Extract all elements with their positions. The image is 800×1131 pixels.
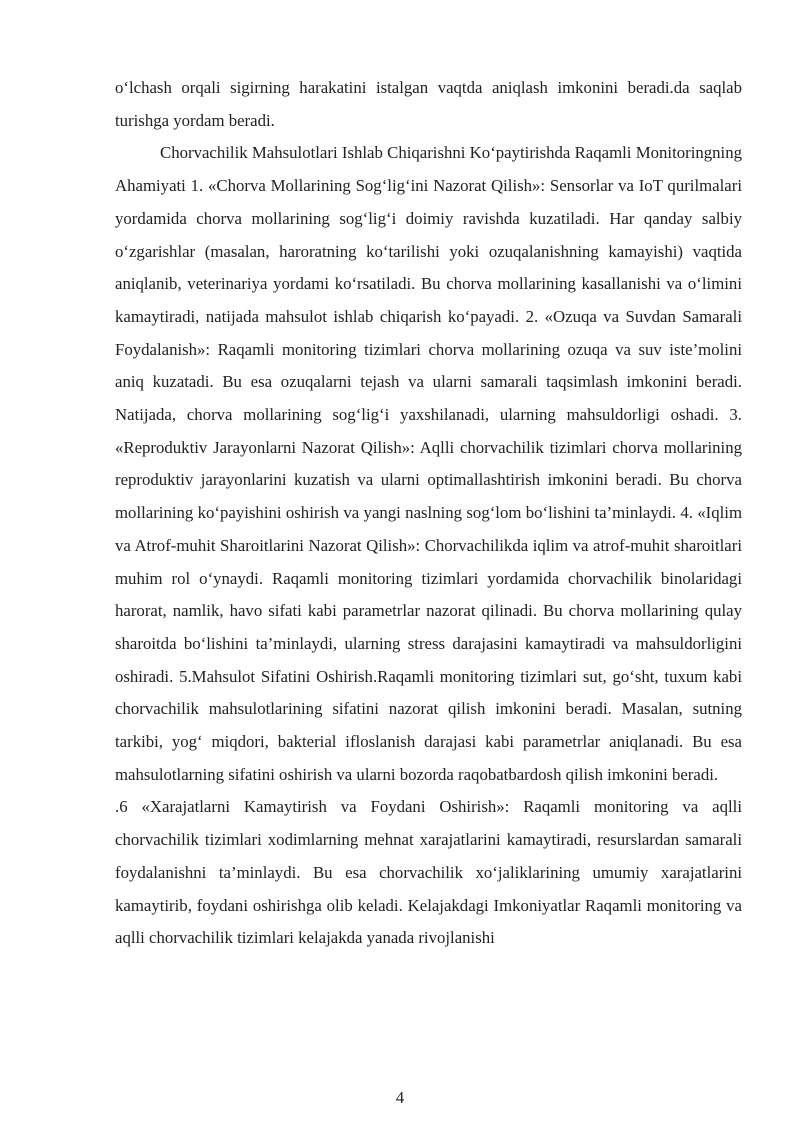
page-number: 4 — [395, 1088, 405, 1107]
document-body — [115, 72, 742, 955]
paragraph-digital-monitoring-importance: Chorvachilik Mahsulotlari Ishlab Chiqarishni Ko‘paytirishda Raqamli Monitoringning Ahamiyati 1. «Chorva Mollarining Sog‘lig‘ini Nazorat Qilish»: Sensorlar va IoT qurilmalari yordamida chorva mollarining sog‘lig‘i doimiy ravishda kuzatiladi. Har qanday salbiy o‘zgarishlar (masalan, haroratning ko‘tarilishi yoki ozuqalanishning kamayishi) vaqtida aniqlanib, veterinariya yordami ko‘rsatiladi. Bu chorva mollarining kasallanishi va o‘limini kamaytiradi, natijada mahsulot ishlab chiqarish ko‘payadi. 2. «Ozuqa va Suvdan Samarali Foydalanish»: Raqamli monitoring tizimlari chorva mollarining ozuqa va suv iste’molini aniq kuzatadi. Bu esa ozuqalarni tejash va ularni samarali taqsimlash imkonini beradi. Natijada, chorva mollarining sog‘lig‘i yaxshilanadi, ularning mahsuldorligi oshadi. 3. «Reproduktiv Jarayonlarni Nazorat Qilish»: Aqlli chorvachilik tizimlari chorva mollarining reproduktiv jarayonlarini kuzatish va ularni optimallashtirish imkonini beradi. Bu chorva mollarining ko‘payishini oshirish va yangi naslning sog‘lom bo‘lishini ta’minlaydi. 4. «Iqlim va Atrof-muhit Sharoitlarini Nazorat Qilish»: Chorvachilikda iqlim va atrof-muhit sharoitlari muhim rol o‘ynaydi. Raqamli monitoring tizimlari yordamida chorvachilik binolaridagi harorat, namlik, havo sifati kabi parametrlar nazorat qilinadi. Bu chorva mollarining qulay sharoitda bo‘lishini ta’minlaydi, ularning stress darajasini kamaytiradi va mahsuldorligini oshiradi. 5.Mahsulot Sifatini Oshirish.Raqamli monitoring tizimlari sut, go‘sht, tuxum kabi chorvachilik mahsulotlarining sifatini nazorat qilish imkonini beradi. Masalan, sutning tarkibi, yog‘ miqdori, bakterial ifloslanish darajasi kabi parametrlar aniqlanadi. Bu esa mahsulotlarning sifatini oshirish va ularni bozorda raqobatbardosh qilish imkonini beradi. — [115, 143, 742, 784]
paragraph-continuation: o‘lchash orqali sigirning harakatini istalgan vaqtda aniqlash imkonini beradi.da saqlab turishga yordam beradi. — [115, 78, 742, 130]
paragraph-cost-reduction: .6 «Xarajatlarni Kamaytirish va Foydani Oshirish»: Raqamli monitoring va aqlli chorvachilik tizimlari xodimlarning mehnat xarajatlarini kamaytiradi, resurslardan samarali foydalanishni ta’minlaydi. Bu esa chorvachilik xo‘jaliklarining umumiy xarajatlarini kamaytirib, foydani oshirishga olib keladi. Kelajakdagi Imkoniyatlar Raqamli monitoring va aqlli chorvachilik tizimlari kelajakda yanada rivojlanishi — [115, 797, 742, 948]
